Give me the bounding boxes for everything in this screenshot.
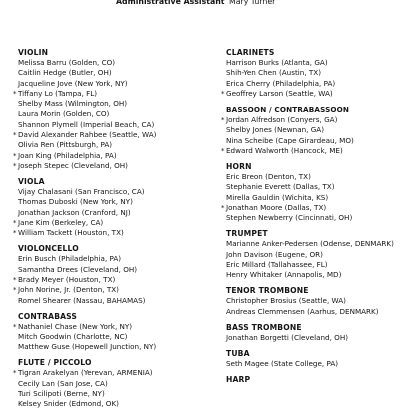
member-name: David Alexander Rahbee (Seattle, WA) — [18, 130, 157, 140]
section-bass-trombone — [226, 323, 400, 343]
left-column — [13, 48, 198, 415]
member-name: Laura Morin (Golden, CO) — [18, 109, 110, 119]
section-violoncello — [13, 244, 198, 305]
member-name: Joseph Stepec (Cleveland, OH) — [18, 160, 128, 170]
member-entry — [221, 145, 400, 156]
section-title: CLARINETS — [226, 48, 275, 57]
member-name: Tigran Arakelyan (Yerevan, ARMENIA) — [18, 368, 153, 378]
member-name: Edward Walworth (Hancock, ME) — [226, 145, 343, 155]
member-entry — [226, 239, 400, 249]
section-contrabass — [13, 311, 198, 353]
member-name: Shelby Mass (Wilmington, OH) — [18, 99, 128, 109]
member-entry — [18, 379, 198, 389]
member-entry — [226, 250, 400, 260]
member-name: Eric Breon (Denton, TX) — [226, 171, 311, 181]
member-name: Eric Millard (Tallahassee, FL) — [226, 259, 328, 269]
member-name: Samantha Drees (Cleveland, OH) — [18, 264, 138, 274]
member-name: Jonathan Moore (Dallas, TX) — [226, 202, 327, 212]
section-title: FLUTE / PICCOLO — [18, 358, 92, 368]
member-entry — [18, 68, 198, 78]
member-entry — [226, 333, 400, 343]
section-title: BASS TROMBONE — [226, 322, 302, 332]
member-name: Seth Magee (State College, PA) — [226, 358, 339, 368]
member-entry — [13, 228, 198, 238]
asterisk-marker: * — [13, 369, 17, 378]
asterisk-marker: * — [221, 146, 225, 155]
member-name: Stephen Newberry (Cincinnati, OH) — [226, 213, 353, 223]
section-tuba — [226, 349, 400, 369]
member-name: Marianne Anker-Pedersen (Odense, DENMARK) — [226, 239, 394, 249]
member-entry — [226, 307, 400, 317]
member-name: Henry Whitaker (Annapolis, MD) — [226, 270, 342, 280]
section-title: VIOLIN — [18, 48, 49, 57]
member-name: Jane Kim (Berkeley, CA) — [18, 217, 104, 227]
section-tenor-trombone — [226, 286, 400, 317]
section-viola — [13, 177, 198, 238]
member-name: John Norine, Jr. (Denton, TX) — [18, 285, 119, 295]
staff-role: Administrative Assistant — [116, 0, 225, 6]
member-name: Geoffrey Larson (Seattle, WA) — [226, 88, 333, 98]
asterisk-marker: * — [13, 89, 17, 98]
member-entry — [221, 202, 400, 213]
member-entry — [226, 193, 400, 203]
section-bassoon-contrabassoon — [221, 104, 400, 156]
member-name: Turi Scilipoti (Berne, NY) — [18, 388, 105, 398]
member-entry — [18, 187, 198, 197]
member-entry — [18, 332, 198, 342]
member-name: Christopher Brosius (Seattle, WA) — [226, 296, 346, 306]
member-name: Olivia Ren (Pittsburgh, PA) — [18, 140, 113, 150]
member-entry — [226, 296, 400, 306]
asterisk-marker: * — [221, 203, 225, 212]
member-name: Jonathan Jackson (Cranford, NJ) — [18, 207, 131, 217]
member-name: Harrison Burks (Atlanta, GA) — [226, 58, 328, 67]
member-name: Jordan Alfredson (Conyers, GA) — [226, 114, 338, 124]
member-entry — [18, 389, 198, 399]
member-name: Tiffany Lo (Tampa, FL) — [18, 88, 98, 98]
member-name: Thomas Duboski (New York, NY) — [18, 197, 133, 207]
member-name: Caitlin Hedge (Butler, OH) — [18, 68, 112, 78]
member-entry — [18, 109, 198, 119]
member-name: Jacqueline Jove (New York, NY) — [18, 78, 128, 88]
member-entry — [13, 160, 198, 171]
member-entry — [226, 79, 400, 89]
member-name: Nina Scheibe (Cape Girardeau, MO) — [226, 135, 354, 145]
member-entry — [226, 270, 400, 280]
member-name: Jonathan Borgetti (Cleveland, OH) — [226, 332, 349, 342]
staff-header — [0, 0, 400, 7]
section-clarinets — [221, 48, 400, 99]
member-name: Mitch Goodwin (Charlotte, NC) — [18, 331, 128, 341]
section-title: HARP — [226, 374, 251, 384]
asterisk-marker: * — [13, 161, 17, 170]
asterisk-marker: * — [13, 229, 17, 238]
member-entry — [18, 208, 198, 218]
member-entry — [18, 99, 198, 109]
member-name: Romel Shearer (Nassau, BAHAMAS) — [18, 295, 146, 305]
member-name: Shelby Jones (Newnan, GA) — [226, 125, 325, 135]
section-title: TUBA — [226, 348, 250, 358]
member-entry — [221, 114, 400, 125]
member-entry — [13, 321, 198, 332]
member-name: Erica Cherry (Philadelphia, PA) — [226, 78, 336, 88]
asterisk-marker: * — [13, 151, 17, 160]
member-entry — [18, 399, 198, 409]
member-entry — [13, 285, 198, 295]
member-entry — [226, 260, 400, 270]
member-name: Cecily Lan (San Jose, CA) — [18, 378, 108, 388]
member-entry — [226, 125, 400, 135]
asterisk-marker: * — [13, 218, 17, 227]
member-name: William Tackett (Houston, TX) — [18, 228, 124, 238]
member-entry — [18, 58, 198, 68]
member-name: Melissa Barru (Golden, CO) — [18, 58, 116, 67]
member-entry — [13, 274, 198, 285]
member-entry — [226, 359, 400, 369]
member-name: Stephanie Everett (Dallas, TX) — [226, 182, 335, 192]
member-entry — [18, 342, 198, 352]
member-entry — [226, 172, 400, 182]
asterisk-marker: * — [13, 322, 17, 331]
asterisk-marker: * — [13, 286, 17, 295]
member-name: Mirella Gauldin (Wichita, KS) — [226, 192, 329, 202]
section-harp — [226, 375, 400, 385]
section-title: TENOR TROMBONE — [226, 286, 309, 296]
member-entry — [13, 217, 198, 228]
section-horn — [221, 161, 400, 223]
member-entry — [226, 182, 400, 192]
member-name: Nathaniel Chase (New York, NY) — [18, 321, 133, 331]
member-entry — [18, 296, 198, 306]
member-name: Brady Meyer (Houston, TX) — [18, 274, 116, 284]
section-flute-piccolo — [13, 358, 198, 409]
section-title: HORN — [226, 161, 252, 171]
member-name: Shannon Plymell (Imperial Beach, CA) — [18, 119, 155, 129]
member-entry — [18, 140, 198, 150]
member-entry — [18, 79, 198, 89]
asterisk-marker: * — [221, 115, 225, 124]
member-entry — [13, 88, 198, 99]
section-trumpet — [226, 229, 400, 280]
member-entry — [221, 88, 400, 99]
member-entry — [226, 213, 400, 223]
section-title: CONTRABASS — [18, 311, 78, 321]
asterisk-marker: * — [221, 89, 225, 98]
right-column — [221, 48, 400, 391]
asterisk-marker: * — [13, 275, 17, 284]
member-name: Vijay Chalasani (San Francisco, CA) — [18, 187, 145, 197]
section-title: BASSOON / CONTRABASSOON — [226, 104, 350, 114]
section-title: VIOLA — [18, 177, 45, 187]
section-violin — [13, 48, 198, 171]
member-name: Shih-Yen Chen (Austin, TX) — [226, 68, 322, 78]
asterisk-marker: * — [13, 131, 17, 140]
member-name: Joan King (Philadelphia, PA) — [18, 150, 117, 160]
member-entry — [226, 136, 400, 146]
member-entry — [13, 150, 198, 161]
member-entry — [13, 130, 198, 140]
member-entry — [13, 368, 198, 378]
member-entry — [226, 58, 400, 68]
section-title: TRUMPET — [226, 229, 268, 239]
member-entry — [18, 265, 198, 275]
member-name: Erin Busch (Philadelphia, PA) — [18, 254, 122, 264]
member-entry — [18, 254, 198, 264]
section-title: VIOLONCELLO — [18, 244, 79, 254]
member-entry — [226, 68, 400, 78]
member-name: Matthew Guse (Hopewell Junction, NY) — [18, 342, 157, 352]
member-entry — [18, 197, 198, 207]
member-name: Andreas Clemmensen (Aarhus, DENMARK) — [226, 306, 379, 316]
member-entry — [18, 120, 198, 130]
staff-name: Mary Turner — [229, 0, 276, 6]
member-name: Kelsey Snider (Edmond, OK) — [18, 399, 119, 409]
member-name: John Davison (Eugene, OR) — [226, 249, 323, 259]
